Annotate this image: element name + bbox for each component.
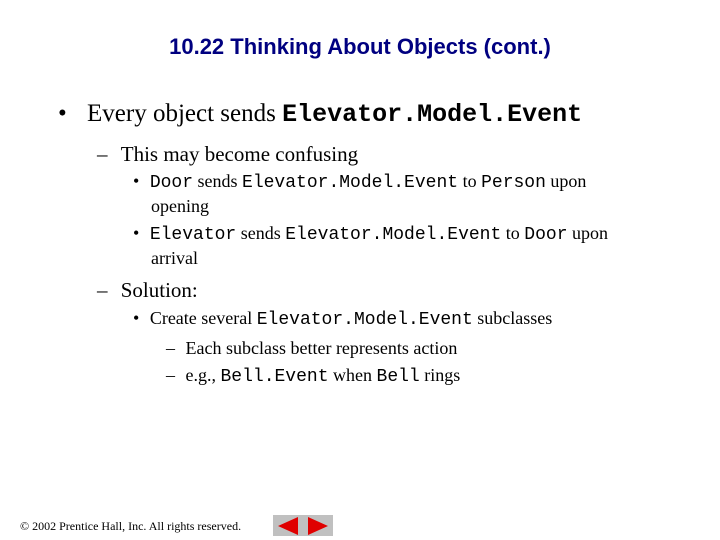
item-text: sends xyxy=(236,223,286,243)
item-create-subclasses xyxy=(133,308,552,330)
subitem-text: e.g., xyxy=(185,365,221,385)
sub-bullet-text: Solution: xyxy=(120,278,198,302)
item-text: upon xyxy=(567,223,609,243)
copyright-footer: © 2002 Prentice Hall, Inc. All rights reserved. xyxy=(20,519,242,533)
item-door-continuation: opening xyxy=(151,196,209,216)
code-bell-event: Bell.Event xyxy=(220,367,329,387)
code-elevator-model-event: Elevator.Model.Event xyxy=(256,310,473,330)
item-elevator-sends xyxy=(133,223,608,245)
bullet-marker: • xyxy=(133,308,140,328)
code-person: Person xyxy=(481,173,546,193)
bullet-text: Every object sends xyxy=(87,100,283,127)
right-arrow-icon xyxy=(308,517,328,535)
left-arrow-icon xyxy=(278,517,298,535)
code-elevator-model-event: Elevator.Model.Event xyxy=(285,225,502,245)
item-text: to xyxy=(501,223,525,243)
subitem-text: Each subclass better represents action xyxy=(185,338,458,358)
code-door: Door xyxy=(524,225,568,245)
slide-title: 10.22 Thinking About Objects (cont.) xyxy=(169,34,551,59)
sub-bullet-solution xyxy=(97,278,198,303)
code-elevator-model-event: Elevator.Model.Event xyxy=(242,173,459,193)
subitem-text: rings xyxy=(419,365,461,385)
item-elevator-continuation: arrival xyxy=(151,248,198,268)
code-elevator-model-event: Elevator.Model.Event xyxy=(282,100,583,129)
item-text: upon xyxy=(545,171,587,191)
sub-bullet-text: This may become confusing xyxy=(120,142,359,166)
code-elevator: Elevator xyxy=(149,225,237,245)
bullet-marker: • xyxy=(133,171,140,191)
item-text: sends xyxy=(193,171,243,191)
dash-marker: – xyxy=(97,278,108,302)
subitem-text: when xyxy=(328,365,377,385)
next-slide-button[interactable] xyxy=(303,515,333,536)
code-bell: Bell xyxy=(376,367,420,387)
previous-slide-button[interactable] xyxy=(273,515,303,536)
dash-marker: – xyxy=(166,338,175,358)
subitem-each-subclass xyxy=(166,338,457,359)
item-door-sends xyxy=(133,171,586,193)
bullet-marker: • xyxy=(133,223,140,243)
item-text: to xyxy=(458,171,482,191)
dash-marker: – xyxy=(166,365,175,385)
subitem-example-bell xyxy=(166,365,460,387)
sub-bullet-confusing xyxy=(97,142,358,167)
bullet-every-object xyxy=(58,100,582,129)
item-text: subclasses xyxy=(472,308,553,328)
code-door: Door xyxy=(149,173,194,193)
item-text: Create several xyxy=(149,308,257,328)
dash-marker: – xyxy=(97,142,108,166)
bullet-marker: • xyxy=(58,100,67,127)
